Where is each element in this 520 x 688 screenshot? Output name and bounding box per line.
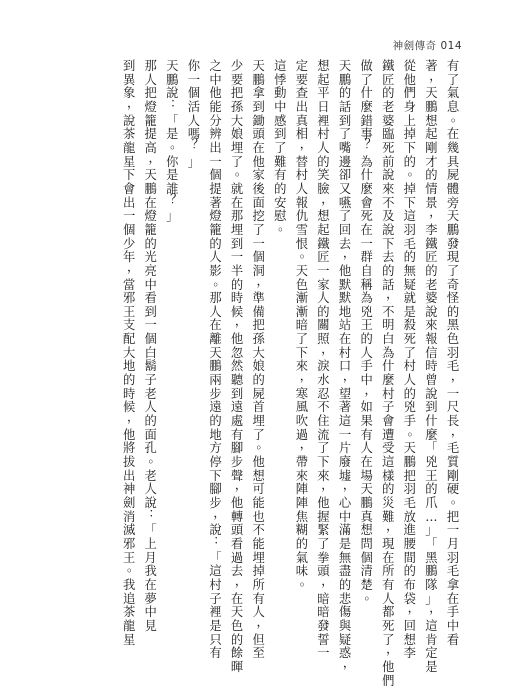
text-column: 到 異 象 ， 說 茶 龍 星 下 會 出 一 個 少 年 ， 當 邪 王 支 配 大 地 的 時 候 ， 他 將 拔 出 神 劍 消 滅 邪 王 。 我 追 茶 龍 星 — [122, 59, 140, 647]
text-column: 這 悸 動 中 感 到 了 難 有 的 安 慰 。 — [274, 59, 291, 233]
book-title: 神劍傳奇 — [392, 40, 437, 52]
text-column: 著 ， 天 鵬 想 起 剛 才 的 情 景 ， 李 鐵 匠 的 老 婆 說 來 報 信 時 曾 說 到 什 麼 「 兇 王 的 爪 … 」 「 黑 鵬 隊 」 ， 這 肯 定 是 — [425, 59, 442, 674]
text-column: 從 他 們 身 上 掉 下 的 。 掉 下 這 羽 毛 的 無 疑 就 是 殺 死 了 村 人 的 兇 手 。 天 鵬 把 羽 毛 放 進 腰 間 的 布 袋 ， 回 想 李 — [403, 59, 420, 661]
page-header — [393, 38, 462, 53]
text-column: 那 人 把 燈 籠 提 高 ， 天 鵬 在 燈 籠 的 光 亮 中 看 到 一 個 白 鬍 子 老 人 的 面 孔 。 老 人 說 ： 「 上 月 我 在 夢 中 見 — [144, 59, 161, 633]
text-column: 天 鵬 拿 到 鋤 頭 在 他 家 後 面 挖 了 一 個 洞 ， 準 備 把 孫 大 娘 的 屍 首 埋 了 。 他 想 可 能 也 不 能 埋 掉 所 有 人 ， 但 至 — [252, 59, 269, 661]
vertical-text-body — [70, 59, 464, 688]
text-column: 你 一 個 活 人 嗎 ？ 」 — [187, 59, 205, 169]
text-column: 天 鵬 說 ： 「 是 。 你 是 誰 ？ 」 — [166, 59, 183, 224]
text-column: 少 要 把 孫 大 娘 埋 了 。 就 在 那 埋 到 一 半 的 時 候 ， 他 忽 然 聽 到 遠 處 有 腳 步 聲 ， 他 轉 頭 看 過 去 ， 在 天 色 的 餘 暉 — [230, 59, 248, 674]
text-column: 想 起 平 日 裡 村 人 的 笑 臉 ， 想 起 鐵 匠 一 家 人 的 關 照 ， 淚 水 忍 不 住 流 了 下 來 ， 他 握 緊 了 拳 頭 ， 暗 暗 發 誓 一 — [317, 59, 334, 661]
text-column: 有 了 氣 息 。 在 幾 具 屍 體 旁 天 鵬 發 現 了 奇 怪 的 黑 色 羽 毛 ， 一 尺 長 ， 毛 質 剛 硬 。 把 一 月 羽 毛 拿 在 手 中 看 — [446, 59, 464, 647]
text-column: 做 了 什 麼 錯 事 ？ 為 什 麼 會 死 在 一 群 自 稱 為 兇 王 的 人 手 中 ， 如 果 有 人 在 場 天 鵬 真 想 問 個 清 楚 。 — [360, 59, 377, 602]
text-column: 之 中 他 能 分 辨 出 一 個 提 著 燈 籠 的 人 影 。 那 人 在 離 天 鵬 兩 步 遠 的 地 方 停 下 腳 步 ， 說 ： 「 這 村 子 裡 是 只 有 — [209, 59, 226, 661]
text-column: 天 鵬 的 話 到 了 嘴 邊 卻 又 嚥 了 回 去 ， 他 默 默 地 站 在 村 口 ， 望 著 這 一 片 廢 墟 ， 心 中 滿 是 無 盡 的 悲 傷 與 疑 惑 ， — [338, 59, 356, 670]
text-column: 鐵 匠 的 老 婆 臨 死 前 說 來 不 及 說 下 去 的 話 ， 不 明 白 為 什 麼 村 子 會 遭 受 這 樣 的 災 難 ， 現 在 所 有 人 都 死 了 ， 他 們 — [382, 59, 399, 688]
text-column: 定 要 查 出 真 相 ， 替 村 人 報 仇 雪 恨 。 天 色 漸 漸 暗 了 下 來 ， 寒 風 吹 過 ， 帶 來 陣 陣 焦 糊 的 氣 味 。 — [295, 59, 312, 588]
page-number: 014 — [440, 40, 462, 52]
